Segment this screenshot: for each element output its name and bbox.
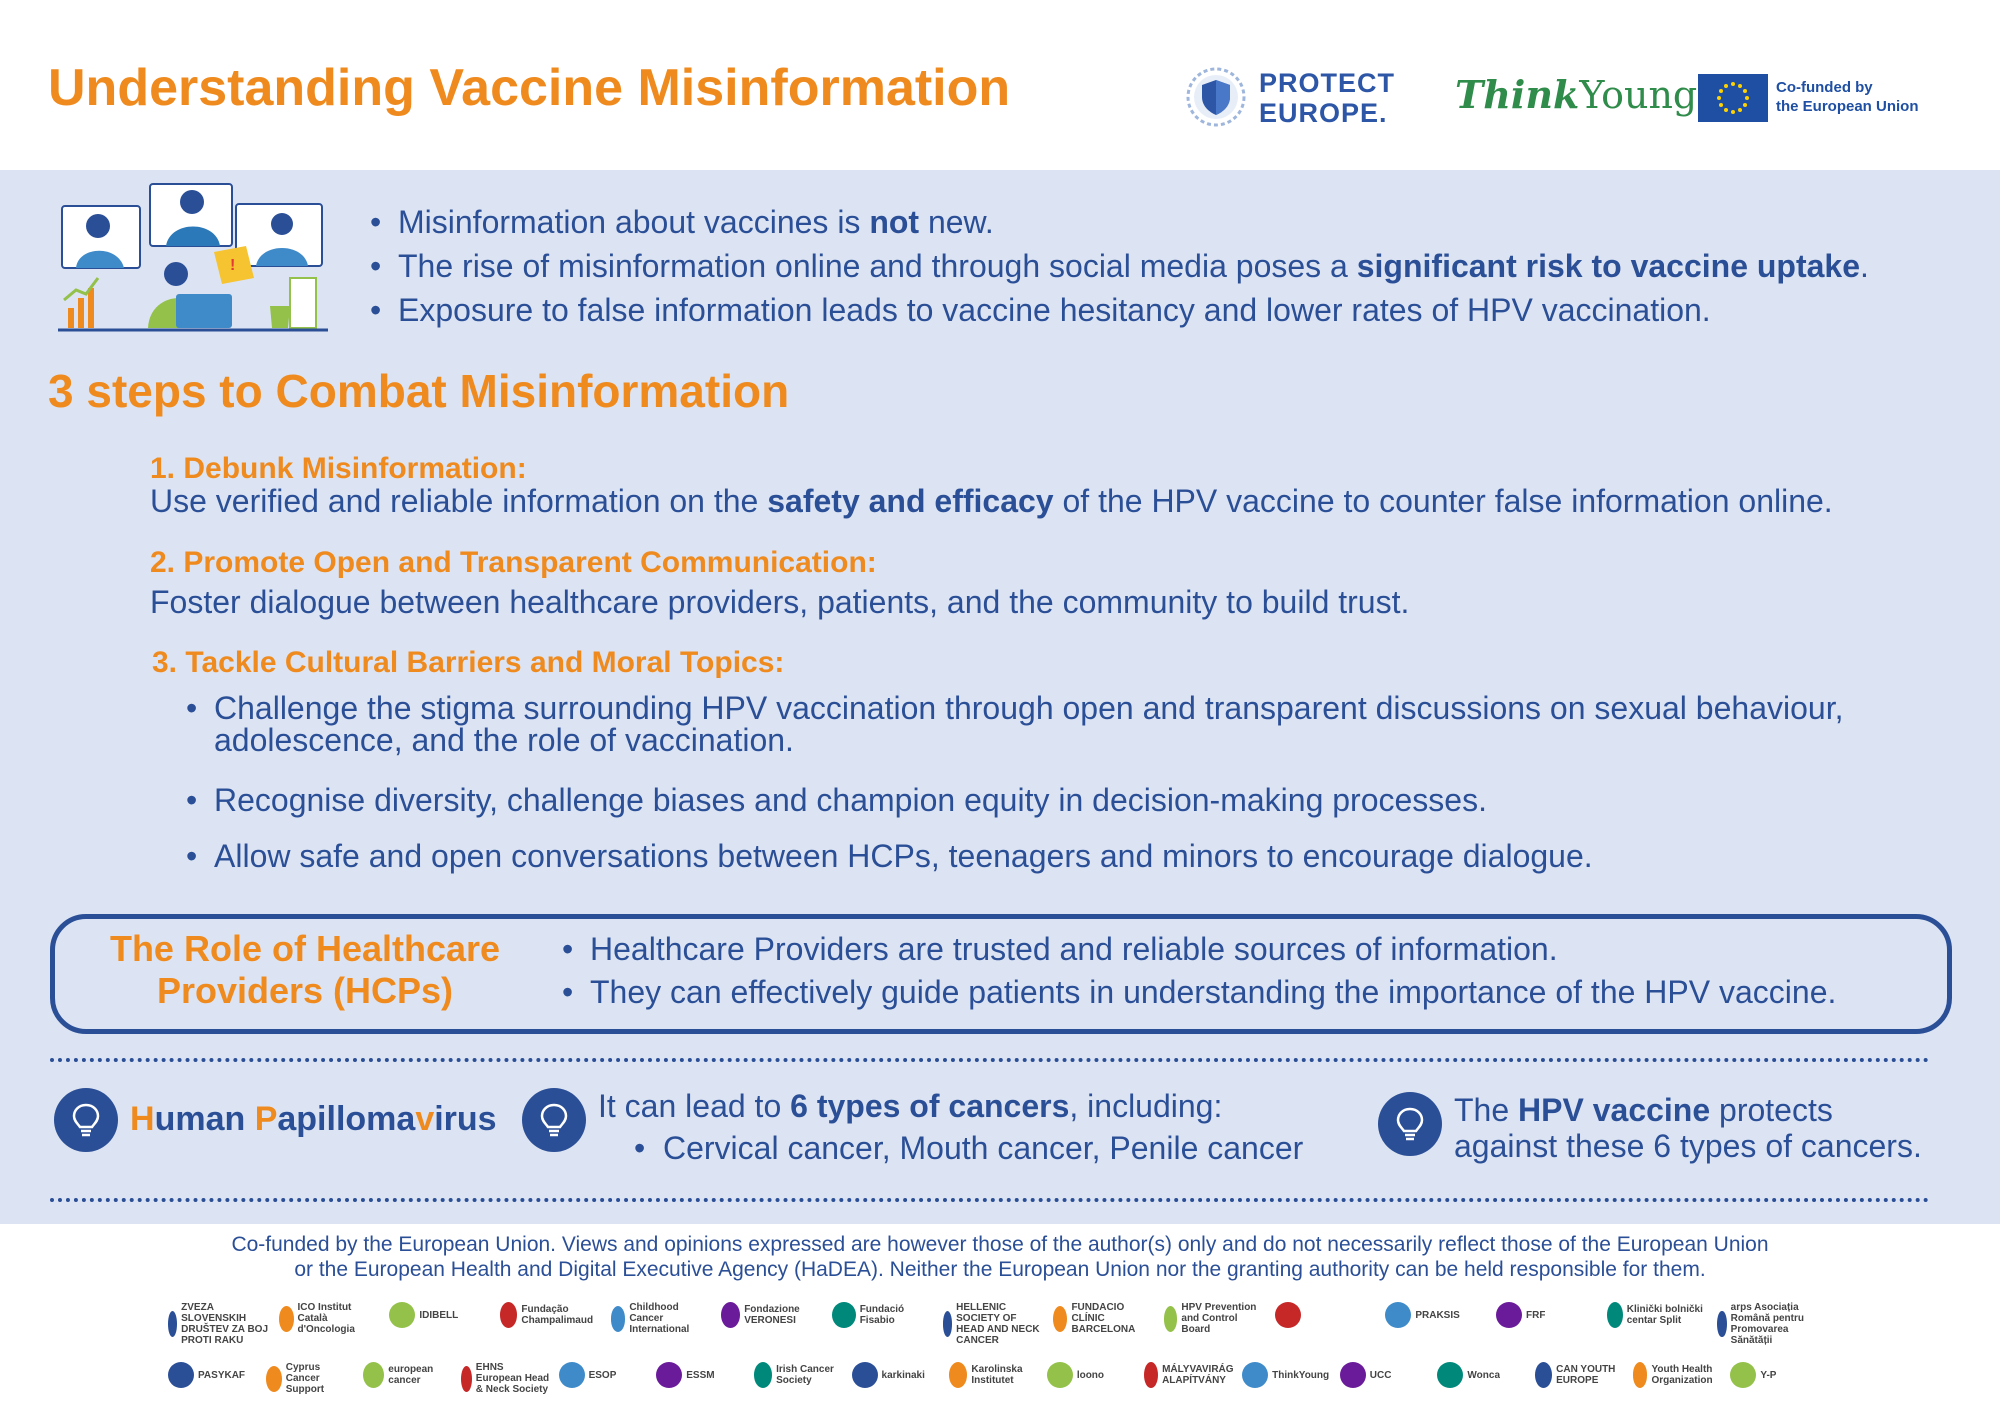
partner-logo-mark: [832, 1302, 856, 1328]
hcp-title: The Role of Healthcare Providers (HCPs): [109, 928, 501, 1011]
step2-text: Foster dialogue between healthcare providers, patients, and the community to build trust.: [150, 584, 1410, 620]
partner-logo: [852, 1362, 925, 1388]
partner-logo-name: UCC: [1369, 1369, 1392, 1381]
partner-logo: [461, 1362, 551, 1395]
partner-logo-mark: [1164, 1306, 1177, 1332]
partner-logo: [1437, 1362, 1500, 1388]
partner-logo-name: Fundació Fisabio: [859, 1304, 905, 1326]
step3-bullets: [180, 692, 1843, 872]
partner-logo-mark: [559, 1362, 585, 1388]
partner-logo-name: Y-P: [1760, 1369, 1777, 1381]
cancer-types-list: • Cervical cancer, Mouth cancer, Penile cancer: [634, 1130, 1304, 1166]
partner-logo-name: Fondazione VERONESI: [744, 1304, 800, 1326]
partner-logo-mark: [1633, 1362, 1648, 1388]
page-title: Understanding Vaccine Misinformation: [48, 59, 1011, 117]
protect-europe-line1: PROTECT: [1259, 68, 1396, 98]
intro-bullet-2: • The rise of misinformation online and through social media poses a significant risk to vaccine uptake.: [364, 244, 1869, 288]
partner-logo-mark: [721, 1302, 740, 1328]
partner-logo-name: ESOP: [588, 1369, 617, 1381]
partner-logo: [168, 1362, 245, 1388]
partner-logo-name: IDIBELL: [419, 1309, 459, 1321]
partner-logo-name: Karolinska Institutet: [971, 1364, 1023, 1386]
partner-logo-mark: [1242, 1362, 1268, 1388]
partner-logo-mark: [852, 1362, 878, 1388]
partner-logo: [611, 1302, 714, 1335]
intro-bullet-1: • Misinformation about vaccines is not new.: [364, 200, 1869, 244]
step3-bullet-3: • Allow safe and open conversations between HCPs, teenagers and minors to encourage dialogue.: [180, 840, 1843, 872]
hcp-bullets: [556, 928, 1836, 1014]
partner-logo-mark: [949, 1362, 967, 1388]
partner-logo-name: MÁLYVAVIRÁG ALAPÍTVÁNY: [1162, 1364, 1234, 1386]
intro-b1-bold: not: [869, 204, 920, 240]
online-people-illustration: [58, 182, 328, 334]
lightbulb-icon: [1378, 1092, 1442, 1156]
partner-logo: [943, 1302, 1046, 1346]
partner-logo-name: Irish Cancer Society: [776, 1364, 834, 1386]
partner-logo-name: Fundação Champalimaud: [521, 1304, 594, 1326]
partner-logo: [754, 1362, 844, 1388]
partner-logo: [949, 1362, 1039, 1388]
intro-b2-bold: significant risk to vaccine uptake: [1356, 248, 1861, 284]
eu-flag-icon: [1698, 74, 1768, 122]
hcp-bullet-1: • Healthcare Providers are trusted and reliable sources of information.: [556, 928, 1836, 971]
partner-logo-mark: [168, 1311, 177, 1337]
partner-logo-mark: [168, 1362, 194, 1388]
step2-title: 2. Promote Open and Transparent Communication:: [150, 546, 877, 579]
partner-logo-mark: [1717, 1311, 1726, 1337]
partner-logo: [363, 1362, 453, 1388]
partner-logo: [389, 1302, 458, 1328]
step1-title: 1. Debunk Misinformation:: [150, 452, 527, 485]
partner-logo-name: FUNDACIÓ CLÍNIC BARCELONA: [1071, 1302, 1136, 1335]
svg-text:!: !: [230, 257, 236, 274]
lightbulb-icon: [54, 1088, 118, 1152]
partner-logo-mark: [1275, 1302, 1301, 1328]
eu-line2: the European Union: [1776, 98, 1919, 115]
partner-logo-name: Wonca: [1467, 1369, 1501, 1381]
partner-logo-name: karkinaki: [881, 1369, 925, 1381]
partner-logo-mark: [1144, 1362, 1158, 1388]
partner-logo-mark: [1496, 1302, 1522, 1328]
vaccine-protects-text: The HPV vaccine protects against these 6 types of cancers.: [1454, 1092, 1922, 1164]
partner-logo-mark: [1053, 1306, 1067, 1332]
partner-logo-name: EHNS European Head & Neck Society: [475, 1362, 550, 1395]
partner-logo: [1496, 1302, 1545, 1328]
steps-heading: 3 steps to Combat Misinformation: [48, 365, 790, 417]
partner-logo: [559, 1362, 617, 1388]
partner-logo-name: ZVEZA SLOVENSKIH DRUŠTEV ZA BOJ PROTI RAKU: [181, 1302, 269, 1346]
thinkyoung-young: Young: [1579, 73, 1698, 117]
partner-logo: [1275, 1302, 1305, 1328]
partner-logo-name: PASYKAF: [198, 1369, 246, 1381]
partner-logo: [832, 1302, 935, 1328]
partner-logo-mark: [611, 1306, 626, 1332]
partner-logo-mark: [656, 1362, 682, 1388]
partner-logo-mark: [1607, 1302, 1623, 1328]
eu-cofunded-logo: [1698, 74, 1958, 122]
hpv-name: Human Papillomavirus: [130, 1100, 497, 1138]
step3-bullet-1: • Challenge the stigma surrounding HPV vaccination through open and transparent discussions on sexual behaviour, adolescence, and the role of vaccination.: [180, 692, 1843, 756]
partner-logo: [1385, 1302, 1459, 1328]
partner-logo-mark: [1340, 1362, 1366, 1388]
partner-logo: [168, 1302, 271, 1346]
cancer-types-bold: 6 types of cancers: [790, 1088, 1070, 1124]
partner-logo: [1053, 1302, 1156, 1335]
partner-logo-name: Klinički bolnički centar Split: [1626, 1304, 1703, 1326]
partner-logo-name: Youth Health Organization: [1651, 1364, 1713, 1386]
partner-logo-mark: [1535, 1362, 1552, 1388]
partner-logo-mark: [279, 1306, 294, 1332]
partner-logo: [1047, 1362, 1104, 1388]
partner-logo-name: PRAKSIS: [1415, 1309, 1460, 1321]
protect-europe-line2: EUROPE.: [1259, 98, 1388, 128]
vaccine-bold: HPV vaccine: [1518, 1092, 1711, 1128]
intro-bullet-3: • Exposure to false information leads to vaccine hesitancy and lower rates of HPV vaccination.: [364, 288, 1869, 332]
eu-cofunded-text: [1776, 78, 1919, 116]
partner-logo-mark: [754, 1362, 772, 1388]
partner-logo: [721, 1302, 824, 1328]
partner-logo-mark: [1047, 1362, 1073, 1388]
dotted-divider-bottom: [50, 1198, 1930, 1202]
partner-logo-name: HELLENIC SOCIETY OF HEAD AND NECK CANCER: [956, 1302, 1040, 1346]
cancer-types-text: It can lead to 6 types of cancers, including:: [598, 1088, 1223, 1124]
partner-logo-mark: [1437, 1362, 1463, 1388]
partner-logo-name: european cancer: [388, 1364, 434, 1386]
partner-logo-name: loono: [1076, 1369, 1105, 1381]
partner-logo-name: arps Asociația Română pentru Promovarea Sănătății: [1730, 1302, 1804, 1346]
partner-logo-mark: [500, 1302, 517, 1328]
partner-logo: [266, 1362, 356, 1395]
partner-logo-name: ThinkYoung: [1272, 1369, 1330, 1381]
partner-logo-name: Childhood Cancer International: [629, 1302, 690, 1335]
partner-logo-mark: [1385, 1302, 1411, 1328]
lightbulb-icon: [522, 1088, 586, 1152]
partner-logo: [500, 1302, 603, 1328]
shield-icon: [1185, 66, 1247, 128]
partner-logo: [1340, 1362, 1392, 1388]
partner-logo: [1607, 1302, 1710, 1328]
partner-logo: [1164, 1302, 1267, 1335]
partner-logo: [1242, 1362, 1329, 1388]
step1-bold: safety and efficacy: [767, 483, 1054, 519]
step3-bullet-2: • Recognise diversity, challenge biases and champion equity in decision-making processes.: [180, 784, 1843, 816]
partner-logo-mark: [363, 1362, 384, 1388]
partner-logo: [1535, 1362, 1625, 1388]
thinkyoung-think: Think: [1455, 72, 1580, 117]
intro-bullets: [364, 200, 1869, 332]
partner-logo-name: HPV Prevention and Control Board: [1181, 1302, 1257, 1335]
partner-logo-name: ESSM: [686, 1369, 715, 1381]
partner-logo-name: FRF: [1526, 1309, 1546, 1321]
partner-logo-mark: [266, 1366, 282, 1392]
protect-europe-logo: [1185, 62, 1415, 132]
partner-logo-name: ICO Institut Català d'Oncologia: [297, 1302, 355, 1335]
partner-logo-mark: [461, 1366, 472, 1392]
partner-logo-name: Cyprus Cancer Support: [285, 1362, 325, 1395]
partner-logo: [1717, 1302, 1820, 1346]
partner-logo: [656, 1362, 714, 1388]
eu-line1: Co-funded by: [1776, 79, 1873, 96]
hcp-bullet-2: • They can effectively guide patients in understanding the importance of the HPV vaccine.: [556, 971, 1836, 1014]
partner-logo-name: CAN YOUTH EUROPE: [1556, 1364, 1616, 1386]
eu-disclaimer: Co-funded by the European Union. Views and opinions expressed are however those of the author(s) only and do not necessarily reflect those of the European Union or the European Health and Digital Executive Agency (HaDEA). Neither the European Union nor the granting authority can be held responsible for them.: [231, 1233, 1769, 1281]
step3-title: 3. Tackle Cultural Barriers and Moral Topics:: [152, 646, 785, 679]
dotted-divider-top: [50, 1058, 1930, 1062]
partner-logo: [1730, 1362, 1776, 1388]
partner-logo-mark: [943, 1311, 952, 1337]
partner-logo: [1144, 1362, 1234, 1388]
partner-logo-mark: [389, 1302, 415, 1328]
partner-logo: [1633, 1362, 1723, 1388]
step1-text: Use verified and reliable information on the safety and efficacy of the HPV vaccine to counter false information online.: [150, 483, 1833, 519]
partner-logo-mark: [1730, 1362, 1756, 1388]
partner-logo: [279, 1302, 382, 1335]
thinkyoung-logo: [1455, 72, 1697, 117]
